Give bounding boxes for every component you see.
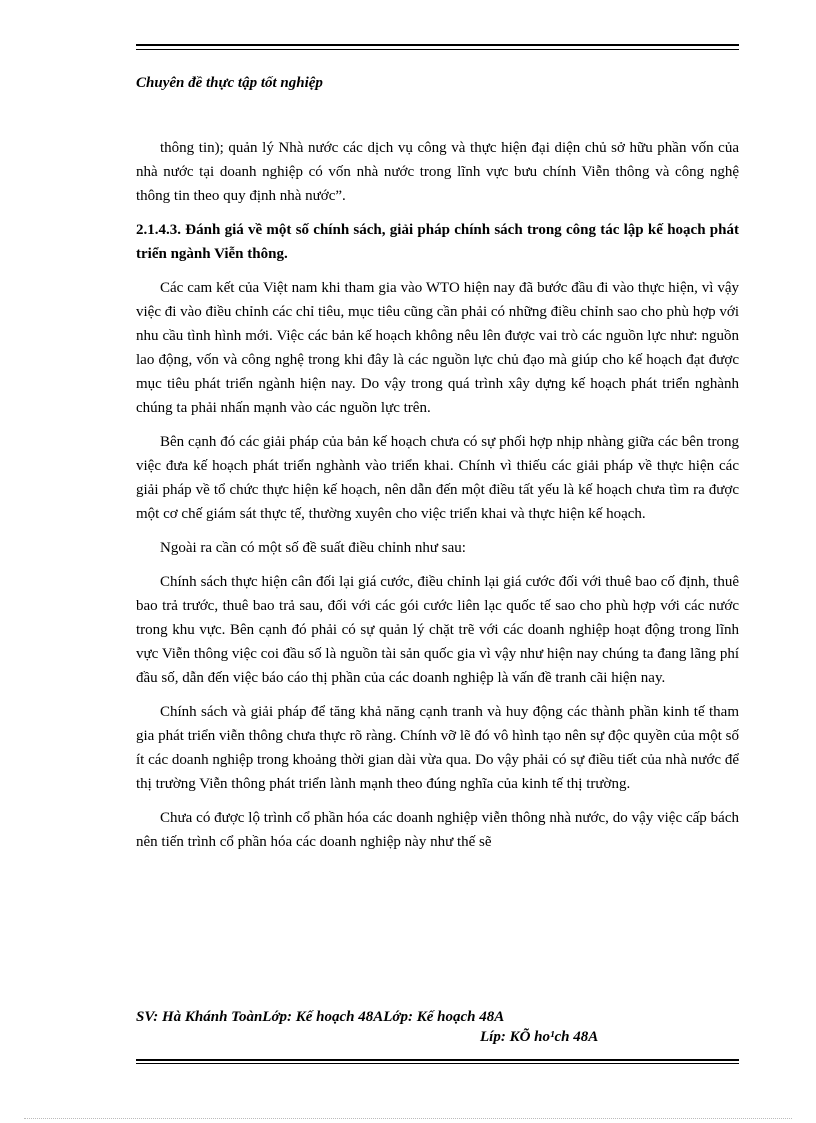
page-header-title: Chuyên đề thực tập tốt nghiệp (136, 75, 323, 91)
paragraph-equitization: Chưa có được lộ trình cổ phần hóa các doanh nghiệp viễn thông nhà nước, do vậy việc cấp bách nên tiến trình cổ phần hóa các doanh nghiệp này như thế sẽ (136, 810, 739, 850)
footer-class-line: Líp: KÕ ho¹ch 48A (480, 1029, 599, 1045)
document-body (136, 136, 739, 864)
paragraph-competition-policy: Chính sách và giải pháp để tăng khả năng cạnh tranh và huy động các thành phần kinh tế tham gia phát triển viễn thông chưa thực rõ ràng. Chính vỡ lẽ đó vô hình tạo nên sự độc quyền của một số ít các doanh nghiệp trong khoảng thời gian dài vừa qua. Do vậy phải có sự điều tiết của nhà nước để thị trường Viễn thông phát triển lành mạnh theo đúng nghĩa của kinh tế thị trường. (136, 704, 739, 792)
paragraph-wto-commitments: Các cam kết của Việt nam khi tham gia vào WTO hiện nay đã bước đầu đi vào thực hiện, vì vậy việc đi vào điều chỉnh các chỉ tiêu, mục tiêu cũng cần phải có những điều chỉnh sao cho phù hợp với nhu cầu tình hình mới. Việc các bản kế hoạch không nêu lên được vai trò các nguồn lực như: nguồn lao động, vốn và công nghệ trong khi đây là các nguồn lực chủ đạo mà giúp cho kế hoạch đạt được mục tiêu phát triển ngành hiện nay. Do vậy trong quá trình xây dựng kế hoạch phát triển nghành chúng ta phải nhấn mạnh vào các nguồn lực trên. (136, 280, 739, 416)
paragraph-pricing-policy: Chính sách thực hiện cân đối lại giá cước, điều chỉnh lại giá cước đối với thuê bao cố định, thuê bao trả trước, thuê bao trả sau, đối với các gói cước liên lạc quốc tế sao cho phù hợp với các nước trong khu vực. Bên cạnh đó phải có sự quản lý chặt trẽ với các doanh nghiệp hoạt động trong lĩnh vực Viễn thông việc coi đầu số là nguồn tài sản quốc gia vì vậy như hiện nay chúng ta đang lãng phí đầu số, dẫn đến việc báo cáo thị phần của các doanh nghiệp là vấn đề tranh cãi hiện nay. (136, 574, 739, 686)
paragraph-proposals-intro: Ngoài ra cần có một số đề suất điều chỉnh như sau: (160, 540, 466, 556)
paragraph-coordination: Bên cạnh đó các giải pháp của bản kế hoạch chưa có sự phối hợp nhịp nhàng giữa các bên trong việc đưa kế hoạch phát triển nghành vào triển khai. Chính vì thiếu các giải pháp về thực hiện các giải pháp về tổ chức thực hiện kế hoạch, nên dẫn đến một điều tất yếu là kế hoạch chưa tìm ra được một cơ chế giám sát thực tế, thường xuyên cho việc triển khai và thực hiện kế hoạch. (136, 434, 739, 522)
footer-rule-thick (136, 1059, 739, 1061)
header-rule-thick (136, 44, 739, 46)
page-bottom-dotted-line (24, 1118, 792, 1119)
header-rule-thin (136, 49, 739, 50)
paragraph-continuation: thông tin); quản lý Nhà nước các dịch vụ công và thực hiện đại diện chủ sở hữu phần vốn của nhà nước tại doanh nghiệp có vốn nhà nước trong lĩnh vực bưu chính Viễn thông và công nghệ thông tin theo quy định nhà nước”. (136, 140, 739, 204)
section-heading: 2.1.4.3. Đánh giá về một số chính sách, giải pháp chính sách trong công tác lập kế hoạch phát triển ngành Viễn thông. (136, 222, 739, 262)
footer-student-line: SV: Hà Khánh ToànLớp: Kế hoạch 48ALớp: Kế hoạch 48A (136, 1009, 505, 1025)
footer-rule-thin (136, 1063, 739, 1064)
page-footer (136, 1007, 739, 1047)
